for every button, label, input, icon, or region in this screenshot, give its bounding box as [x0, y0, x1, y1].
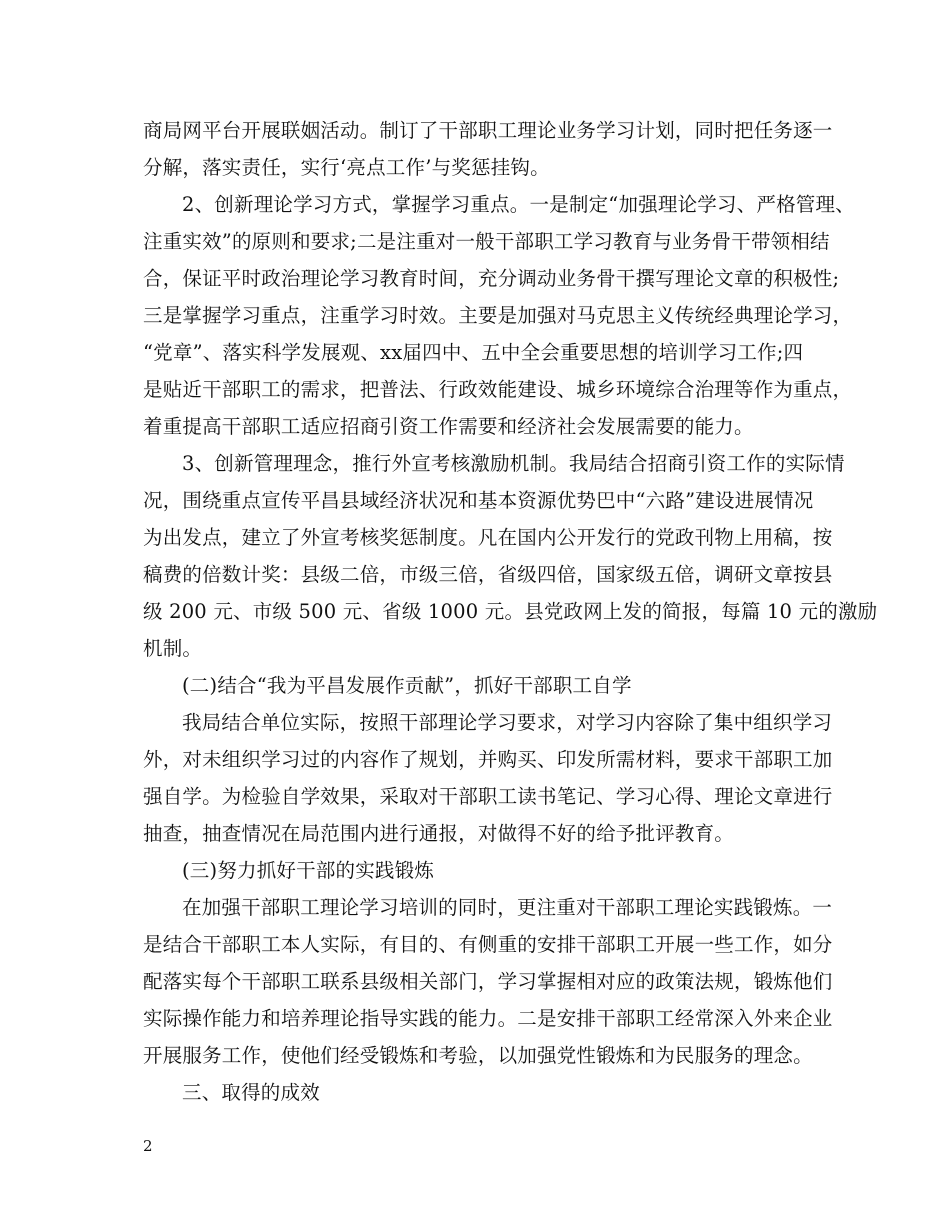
section-heading-2: (二)结合“我为平昌发展作贡献”，抓好干部职工自学: [182, 674, 632, 697]
text-line-9: 着重提高干部职工适应招商引资工作需要和经济社会发展需要的能力。: [143, 415, 754, 438]
text-line-23: 是结合干部职工本人实际，有目的、有侧重的安排干部职工开展一些工作，如分: [143, 933, 833, 956]
text-line-20: 抽查，抽查情况在局范围内进行通报，对做得不好的给予批评教育。: [143, 822, 735, 845]
text-line-3: 2、创新理论学习方式，掌握学习重点。一是制定“加强理论学习、严格管理、: [182, 193, 855, 216]
chapter-heading-results: 三、取得的成效: [182, 1081, 320, 1104]
text-line-2: 分解，落实责任，实行‘亮点工作’与奖惩挂钩。: [143, 156, 550, 179]
text-line-8: 是贴近干部职工的需求，把普法、行政效能建设、城乡环境综合治理等作为重点，: [143, 378, 853, 401]
text-line-1: 商局网平台开展联姻活动。制订了干部职工理论业务学习计划，同时把任务逐一: [143, 119, 833, 142]
text-line-4: 注重实效”的原则和要求;二是注重对一般干部职工学习教育与业务骨干带领相结: [143, 230, 830, 253]
text-line-7: “党章”、落实科学发展观、xx届四中、五中全会重要思想的培训学习工作;四: [143, 341, 804, 364]
page-number: 2: [143, 1137, 153, 1155]
text-line-14: 级 200 元、市级 500 元、省级 1000 元。县党政网上发的简报，每篇 10 元的激励: [143, 600, 878, 623]
text-line-17: 我局结合单位实际，按照干部理论学习要求，对学习内容除了集中组织学习: [182, 711, 833, 734]
text-line-22: 在加强干部职工理论学习培训的同时，更注重对干部职工理论实践锻炼。一: [182, 896, 833, 919]
text-line-11: 况，围绕重点宣传平昌县域经济状况和基本资源优势巴中“六路”建设进展情况: [143, 489, 814, 512]
text-line-26: 开展服务工作，使他们经受锻炼和考验，以加强党性锻炼和为民服务的理念。: [143, 1044, 813, 1067]
text-line-12: 为出发点，建立了外宣考核奖惩制度。凡在国内公开发行的党政刊物上用稿，按: [143, 526, 833, 549]
text-line-25: 实际操作能力和培养理论指导实践的能力。二是安排干部职工经常深入外来企业: [143, 1007, 833, 1030]
text-line-18: 外，对未组织学习过的内容作了规划，并购买、印发所需材料，要求干部职工加: [143, 748, 833, 771]
text-line-15: 机制。: [143, 637, 203, 660]
text-line-5: 合，保证平时政治理论学习教育时间，充分调动业务骨干撰写理论文章的积极性;: [143, 267, 840, 290]
text-line-19: 强自学。为检验自学效果，采取对干部职工读书笔记、学习心得、理论文章进行: [143, 785, 833, 808]
text-line-10: 3、创新管理理念，推行外宣考核激励机制。我局结合招商引资工作的实际情: [182, 452, 845, 475]
text-line-24: 配落实每个干部职工联系县级相关部门，学习掌握相对应的政策法规，锻炼他们: [143, 970, 833, 993]
text-line-6: 三是掌握学习重点，注重学习时效。主要是加强对马克思主义传统经典理论学习，: [143, 304, 853, 327]
section-heading-3: (三)努力抓好干部的实践锻炼: [182, 859, 435, 882]
text-line-13: 稿费的倍数计奖：县级二倍，市级三倍，省级四倍，国家级五倍，调研文章按县: [143, 563, 833, 586]
